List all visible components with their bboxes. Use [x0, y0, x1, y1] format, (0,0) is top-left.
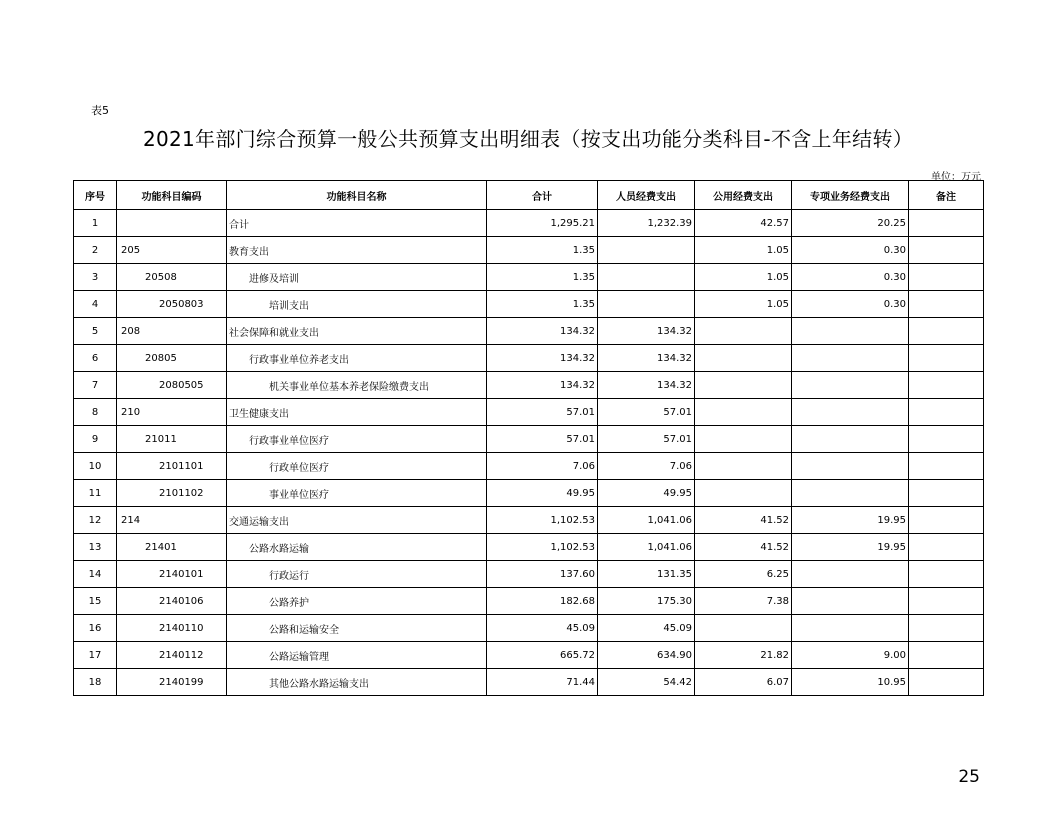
cell-total: 1,102.53 [487, 507, 598, 534]
cell-code: 2050803 [117, 291, 227, 318]
header-seq: 序号 [74, 181, 117, 210]
cell-total: 49.95 [487, 480, 598, 507]
cell-code: 20805 [117, 345, 227, 372]
cell-special [792, 561, 909, 588]
cell-public [695, 480, 792, 507]
cell-personnel: 1,041.06 [598, 507, 695, 534]
cell-remark [909, 318, 984, 345]
cell-seq: 6 [74, 345, 117, 372]
cell-name: 教育支出 [227, 237, 487, 264]
cell-special [792, 480, 909, 507]
cell-seq: 9 [74, 426, 117, 453]
cell-seq: 1 [74, 210, 117, 237]
header-name: 功能科目名称 [227, 181, 487, 210]
cell-personnel: 134.32 [598, 318, 695, 345]
cell-special [792, 345, 909, 372]
cell-special: 19.95 [792, 507, 909, 534]
header-special: 专项业务经费支出 [792, 181, 909, 210]
table-row [74, 345, 984, 372]
cell-personnel: 45.09 [598, 615, 695, 642]
cell-code: 20508 [117, 264, 227, 291]
cell-name: 进修及培训 [227, 264, 487, 291]
cell-special [792, 615, 909, 642]
cell-public [695, 399, 792, 426]
cell-total: 1.35 [487, 237, 598, 264]
cell-seq: 16 [74, 615, 117, 642]
cell-code: 210 [117, 399, 227, 426]
cell-remark [909, 399, 984, 426]
cell-seq: 11 [74, 480, 117, 507]
expenditure-table [73, 180, 984, 696]
header-row [74, 181, 984, 210]
cell-remark [909, 426, 984, 453]
cell-total: 134.32 [487, 345, 598, 372]
table-row [74, 426, 984, 453]
cell-special: 9.00 [792, 642, 909, 669]
cell-special [792, 399, 909, 426]
cell-personnel: 1,041.06 [598, 534, 695, 561]
cell-special: 10.95 [792, 669, 909, 696]
cell-special: 20.25 [792, 210, 909, 237]
cell-public [695, 345, 792, 372]
cell-seq: 17 [74, 642, 117, 669]
cell-code: 21011 [117, 426, 227, 453]
cell-total: 1.35 [487, 291, 598, 318]
cell-public [695, 318, 792, 345]
cell-name: 公路水路运输 [227, 534, 487, 561]
cell-remark [909, 480, 984, 507]
table-row [74, 588, 984, 615]
cell-special [792, 588, 909, 615]
cell-total: 1.35 [487, 264, 598, 291]
cell-name: 社会保障和就业支出 [227, 318, 487, 345]
cell-code: 2140101 [117, 561, 227, 588]
cell-special: 0.30 [792, 264, 909, 291]
cell-name: 交通运输支出 [227, 507, 487, 534]
table-row [74, 507, 984, 534]
header-public: 公用经费支出 [695, 181, 792, 210]
cell-name: 事业单位医疗 [227, 480, 487, 507]
cell-public: 21.82 [695, 642, 792, 669]
table-row [74, 615, 984, 642]
cell-personnel: 175.30 [598, 588, 695, 615]
cell-public: 41.52 [695, 534, 792, 561]
table-row [74, 453, 984, 480]
cell-name: 行政单位医疗 [227, 453, 487, 480]
cell-total: 1,102.53 [487, 534, 598, 561]
header-total: 合计 [487, 181, 598, 210]
cell-personnel: 7.06 [598, 453, 695, 480]
cell-seq: 7 [74, 372, 117, 399]
cell-name: 其他公路水路运输支出 [227, 669, 487, 696]
cell-name: 公路养护 [227, 588, 487, 615]
cell-code: 2080505 [117, 372, 227, 399]
cell-remark [909, 642, 984, 669]
cell-special: 0.30 [792, 237, 909, 264]
cell-personnel: 131.35 [598, 561, 695, 588]
cell-personnel: 57.01 [598, 399, 695, 426]
cell-total: 134.32 [487, 372, 598, 399]
cell-seq: 13 [74, 534, 117, 561]
cell-personnel: 1,232.39 [598, 210, 695, 237]
cell-total: 71.44 [487, 669, 598, 696]
cell-name: 行政事业单位医疗 [227, 426, 487, 453]
cell-code: 214 [117, 507, 227, 534]
cell-remark [909, 372, 984, 399]
cell-remark [909, 291, 984, 318]
table-row [74, 372, 984, 399]
cell-remark [909, 561, 984, 588]
table-row [74, 534, 984, 561]
cell-remark [909, 264, 984, 291]
cell-seq: 5 [74, 318, 117, 345]
cell-public: 6.07 [695, 669, 792, 696]
cell-public [695, 426, 792, 453]
table-label: 表5 [91, 104, 109, 117]
table-row [74, 480, 984, 507]
table-row [74, 669, 984, 696]
header-code: 功能科目编码 [117, 181, 227, 210]
cell-public: 41.52 [695, 507, 792, 534]
cell-code: 21401 [117, 534, 227, 561]
table-row [74, 210, 984, 237]
cell-personnel [598, 237, 695, 264]
cell-remark [909, 588, 984, 615]
cell-remark [909, 669, 984, 696]
cell-special [792, 318, 909, 345]
cell-public [695, 453, 792, 480]
table-row [74, 642, 984, 669]
cell-special [792, 372, 909, 399]
cell-personnel [598, 291, 695, 318]
cell-remark [909, 615, 984, 642]
cell-special [792, 453, 909, 480]
unit-label: 单位：万元 [931, 172, 981, 183]
cell-public: 1.05 [695, 291, 792, 318]
header-remark: 备注 [909, 181, 984, 210]
cell-special: 0.30 [792, 291, 909, 318]
cell-special: 19.95 [792, 534, 909, 561]
cell-seq: 4 [74, 291, 117, 318]
cell-name: 行政事业单位养老支出 [227, 345, 487, 372]
cell-remark [909, 345, 984, 372]
cell-total: 182.68 [487, 588, 598, 615]
cell-personnel: 57.01 [598, 426, 695, 453]
cell-public: 42.57 [695, 210, 792, 237]
cell-seq: 8 [74, 399, 117, 426]
cell-code: 208 [117, 318, 227, 345]
cell-total: 137.60 [487, 561, 598, 588]
cell-remark [909, 210, 984, 237]
cell-remark [909, 237, 984, 264]
page-number: 25 [958, 767, 980, 787]
cell-public [695, 615, 792, 642]
cell-personnel: 134.32 [598, 345, 695, 372]
cell-total: 45.09 [487, 615, 598, 642]
page-title: 2021年部门综合预算一般公共预算支出明细表（按支出功能分类科目-不含上年结转） [142, 127, 914, 151]
cell-code: 2140106 [117, 588, 227, 615]
cell-special [792, 426, 909, 453]
cell-total: 134.32 [487, 318, 598, 345]
cell-code: 2101102 [117, 480, 227, 507]
cell-seq: 10 [74, 453, 117, 480]
cell-personnel: 54.42 [598, 669, 695, 696]
cell-total: 1,295.21 [487, 210, 598, 237]
cell-name: 公路和运输安全 [227, 615, 487, 642]
cell-seq: 18 [74, 669, 117, 696]
cell-remark [909, 453, 984, 480]
cell-public: 1.05 [695, 264, 792, 291]
cell-remark [909, 534, 984, 561]
cell-name: 机关事业单位基本养老保险缴费支出 [227, 372, 487, 399]
cell-public: 1.05 [695, 237, 792, 264]
cell-total: 7.06 [487, 453, 598, 480]
cell-code [117, 210, 227, 237]
cell-name: 培训支出 [227, 291, 487, 318]
table-row [74, 318, 984, 345]
cell-remark [909, 507, 984, 534]
cell-code: 2140110 [117, 615, 227, 642]
cell-name: 卫生健康支出 [227, 399, 487, 426]
cell-seq: 3 [74, 264, 117, 291]
cell-code: 2140112 [117, 642, 227, 669]
cell-seq: 14 [74, 561, 117, 588]
cell-code: 2140199 [117, 669, 227, 696]
cell-total: 665.72 [487, 642, 598, 669]
cell-name: 公路运输管理 [227, 642, 487, 669]
cell-public: 7.38 [695, 588, 792, 615]
table-row [74, 561, 984, 588]
table-row [74, 237, 984, 264]
table-body [74, 210, 984, 696]
cell-personnel: 634.90 [598, 642, 695, 669]
cell-personnel [598, 264, 695, 291]
cell-code: 205 [117, 237, 227, 264]
cell-name: 合计 [227, 210, 487, 237]
cell-public [695, 372, 792, 399]
cell-name: 行政运行 [227, 561, 487, 588]
header-personnel: 人员经费支出 [598, 181, 695, 210]
cell-personnel: 134.32 [598, 372, 695, 399]
cell-personnel: 49.95 [598, 480, 695, 507]
cell-public: 6.25 [695, 561, 792, 588]
cell-total: 57.01 [487, 426, 598, 453]
cell-code: 2101101 [117, 453, 227, 480]
cell-total: 57.01 [487, 399, 598, 426]
table-row [74, 291, 984, 318]
table-row [74, 399, 984, 426]
table-row [74, 264, 984, 291]
cell-seq: 2 [74, 237, 117, 264]
cell-seq: 12 [74, 507, 117, 534]
cell-seq: 15 [74, 588, 117, 615]
